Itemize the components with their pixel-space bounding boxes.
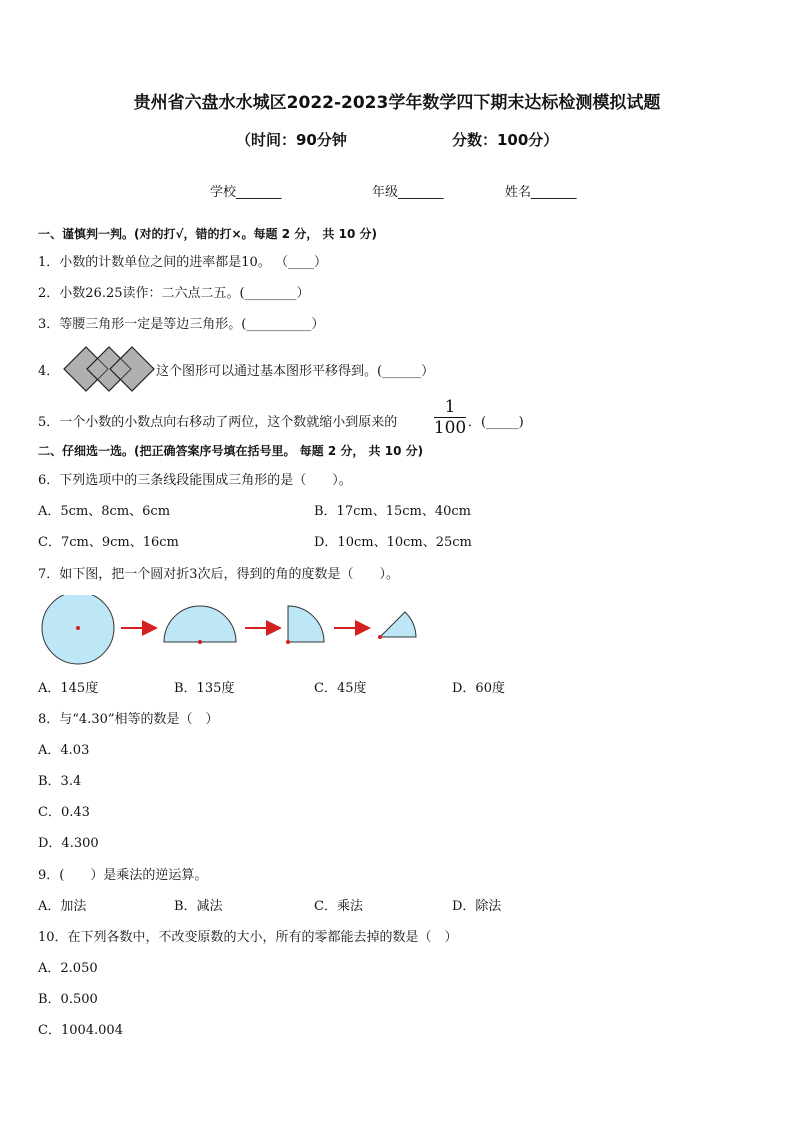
q7-option-c: C．45度 <box>314 681 367 696</box>
school-field: 学校_______ <box>210 185 282 200</box>
q9-option-a: A．加法 <box>38 899 87 914</box>
question-6: 6．下列选项中的三条线段能围成三角形的是（ ）。 <box>38 473 352 488</box>
question-2: 2．小数26.25读作：二六点二五。(________） <box>38 286 310 301</box>
q10-option-a: A．2.050 <box>38 961 98 976</box>
fraction-denominator: 100 <box>433 418 467 438</box>
q10-option-c: C．1004.004 <box>38 1023 123 1038</box>
page-title: 贵州省六盘水水城区2022-2023学年数学四下期末达标检测模拟试题 <box>133 93 661 113</box>
question-8: 8．与“4.30”相等的数是（ ） <box>38 712 219 727</box>
section-title-2: 二、仔细选一选。(把正确答案序号填在括号里。 每题 2 分， 共 10 分) <box>38 444 424 458</box>
q9-option-b: B．减法 <box>174 899 223 914</box>
q8-option-b: B．3.4 <box>38 774 82 789</box>
q7-option-d: D．60度 <box>452 681 505 696</box>
q6-option-d: D．10cm、10cm、25cm <box>314 535 472 550</box>
fraction-one-hundredth <box>432 398 468 437</box>
question-5-blank: ．(_____) <box>468 415 524 430</box>
q6-option-a: A．5cm、8cm、6cm <box>38 504 171 519</box>
exam-score: 分数：100分） <box>452 131 559 149</box>
q10-option-b: B．0.500 <box>38 992 98 1007</box>
question-4-number: 4． <box>38 364 60 379</box>
name-field: 姓名_______ <box>505 185 577 200</box>
question-5-text: 5．一个小数的小数点向右移动了两位，这个数就缩小到原来的 <box>38 415 398 430</box>
question-9: 9．( ）是乘法的逆运算。 <box>38 868 208 883</box>
q6-option-c: C．7cm、9cm、16cm <box>38 535 179 550</box>
question-7: 7．如下图，把一个圆对折3次后，得到的角的度数是（ ）。 <box>38 567 400 582</box>
q8-option-a: A．4.03 <box>38 743 90 758</box>
section-title-1: 一、谨慎判一判。(对的打√，错的打×。每题 2 分， 共 10 分) <box>38 227 377 241</box>
q8-option-d: D．4.300 <box>38 836 99 851</box>
grade-field: 年级_______ <box>372 185 444 200</box>
q9-option-c: C．乘法 <box>314 899 363 914</box>
question-1: 1．小数的计数单位之间的进率都是10。 （____） <box>38 255 327 270</box>
diamond-pattern-figure <box>62 345 156 393</box>
exam-time: （时间：90分钟 <box>236 131 347 149</box>
q7-option-a: A．145度 <box>38 681 99 696</box>
q7-option-b: B．135度 <box>174 681 235 696</box>
q6-option-b: B．17cm、15cm、40cm <box>314 504 472 519</box>
circle-folding-figure <box>36 595 426 667</box>
q9-option-d: D．除法 <box>452 899 502 914</box>
question-4-text: 这个图形可以通过基本图形平移得到。(______） <box>156 364 435 379</box>
q8-option-c: C．0.43 <box>38 805 90 820</box>
question-3: 3．等腰三角形一定是等边三角形。(__________） <box>38 317 325 332</box>
question-10: 10．在下列各数中，不改变原数的大小，所有的零都能去掉的数是（ ） <box>38 930 458 945</box>
fraction-numerator: 1 <box>444 397 456 417</box>
